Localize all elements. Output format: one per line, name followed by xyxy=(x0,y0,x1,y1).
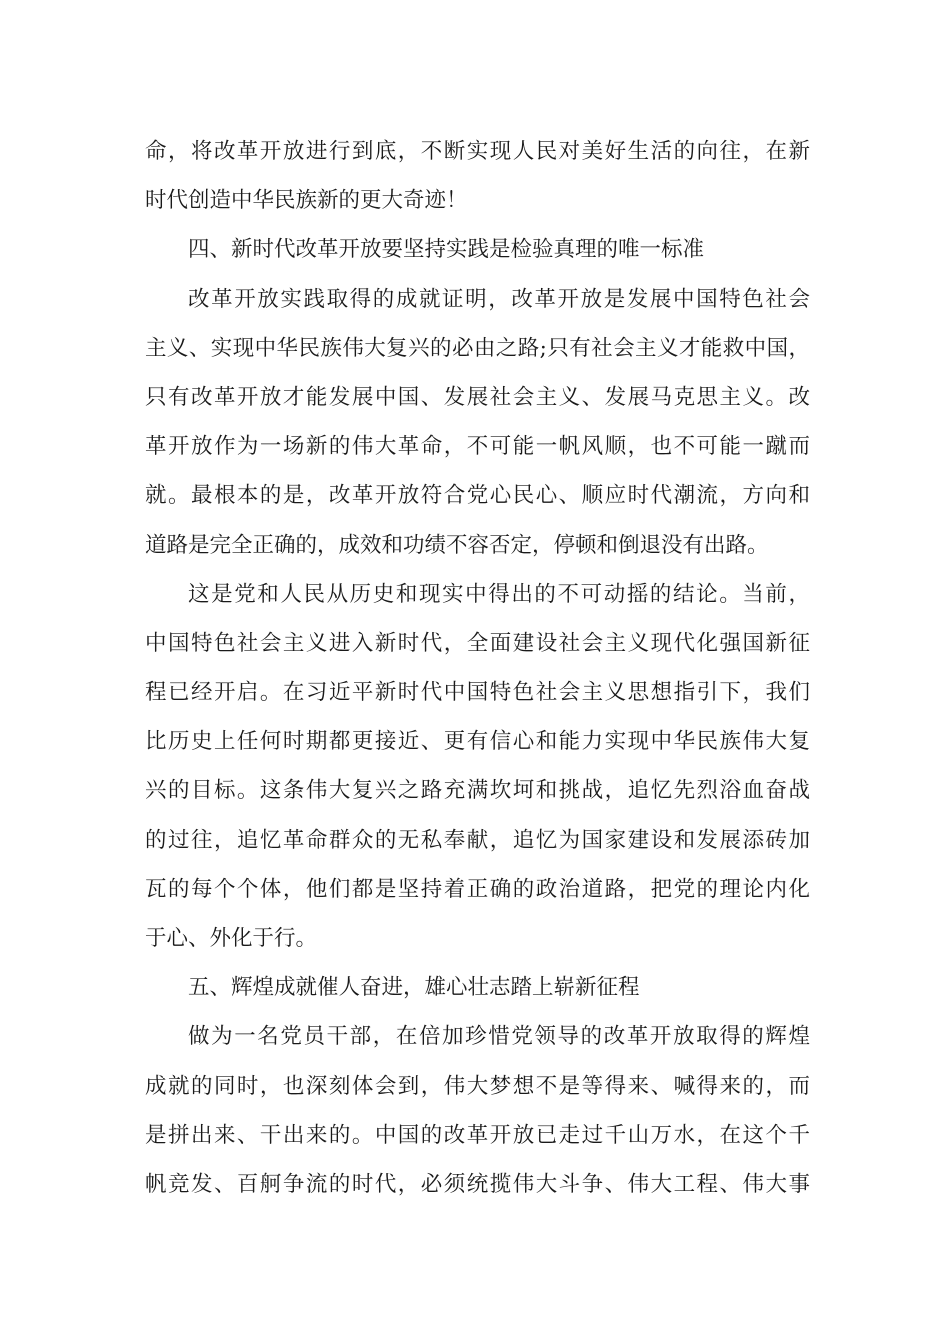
text-line: 的过往，追忆革命群众的无私奉献，追忆为国家建设和发展添砖加 xyxy=(145,827,810,853)
text-line: 瓦的每个个体，他们都是坚持着正确的政治道路，把党的理论内化 xyxy=(145,876,810,902)
text-line: 做为一名党员干部，在倍加珍惜党领导的改革开放取得的辉煌 xyxy=(188,1024,810,1050)
text-line: 时代创造中华民族新的更大奇迹！ xyxy=(145,188,468,214)
text-line: 五、辉煌成就催人奋进，雄心壮志踏上崭新征程 xyxy=(188,975,640,1001)
text-line: 帆竞发、百舸争流的时代，必须统揽伟大斗争、伟大工程、伟大事 xyxy=(145,1171,810,1197)
text-line: 兴的目标。这条伟大复兴之路充满坎坷和挑战，追忆先烈浴血奋战 xyxy=(145,778,810,804)
text-line: 是拼出来、干出来的。中国的改革开放已走过千山万水，在这个千 xyxy=(145,1122,810,1148)
text-line: 主义、实现中华民族伟大复兴的必由之路;只有社会主义才能救中国， xyxy=(145,335,810,361)
text-line: 道路是完全正确的，成效和功绩不容否定，停顿和倒退没有出路。 xyxy=(145,532,769,558)
text-line: 成就的同时，也深刻体会到，伟大梦想不是等得来、喊得来的，而 xyxy=(145,1073,810,1099)
text-line: 比历史上任何时期都更接近、更有信心和能力实现中华民族伟大复 xyxy=(145,729,810,755)
text-line: 程已经开启。在习近平新时代中国特色社会主义思想指引下，我们 xyxy=(145,680,810,706)
text-line: 这是党和人民从历史和现实中得出的不可动摇的结论。当前， xyxy=(188,581,810,607)
text-line: 中国特色社会主义进入新时代，全面建设社会主义现代化强国新征 xyxy=(145,630,810,656)
text-line: 于心、外化于行。 xyxy=(145,926,318,951)
text-line: 就。最根本的是，改革开放符合党心民心、顺应时代潮流，方向和 xyxy=(145,483,810,509)
text-line: 命，将改革开放进行到底，不断实现人民对美好生活的向往，在新 xyxy=(145,139,810,164)
text-line: 只有改革开放才能发展中国、发展社会主义、发展马克思主义。改 xyxy=(145,384,810,410)
text-line: 改革开放实践取得的成就证明，改革开放是发展中国特色社会 xyxy=(188,286,810,312)
text-line: 革开放作为一场新的伟大革命，不可能一帆风顺，也不可能一蹴而 xyxy=(145,434,810,460)
document-body xyxy=(145,127,810,1209)
text-line: 四、新时代改革开放要坚持实践是检验真理的唯一标准 xyxy=(188,237,705,263)
